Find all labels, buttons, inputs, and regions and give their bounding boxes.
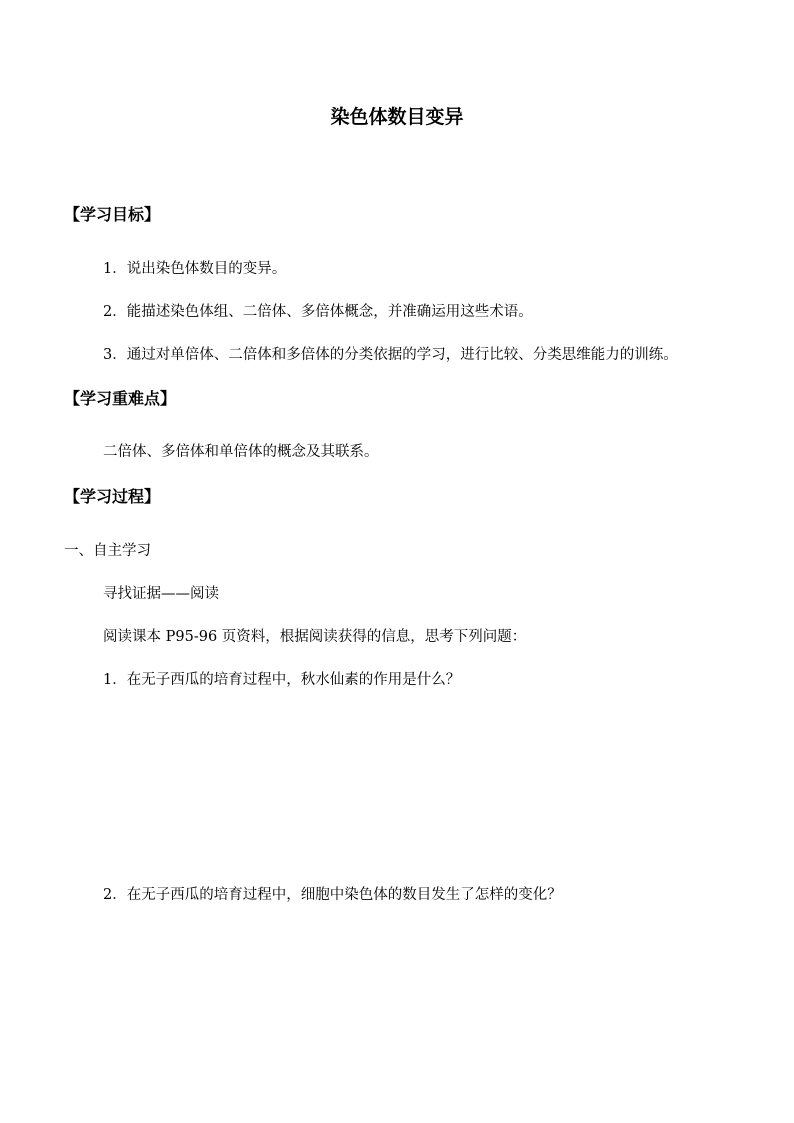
reading-instruction: 阅读课本 P95-96 页资料，根据阅读获得的信息，思考下列问题： bbox=[103, 629, 527, 645]
section-title: 一、自主学习 bbox=[64, 543, 151, 559]
question-2: 2．在无子西瓜的培育过程中，细胞中染色体的数目发生了怎样的变化？ bbox=[103, 887, 562, 903]
objective-item-3: 3．通过对单倍体、二倍体和多倍体的分类依据的学习，进行比较、分类思维能力的训练。 bbox=[103, 347, 678, 363]
objective-item-2: 2．能描述染色体组、二倍体、多倍体概念，并准确运用这些术语。 bbox=[103, 304, 533, 320]
objective-item-1: 1．说出染色体数目的变异。 bbox=[103, 261, 287, 277]
section-subtitle: 寻找证据——阅读 bbox=[103, 586, 219, 602]
objectives-heading: 【学习目标】 bbox=[64, 205, 161, 224]
process-heading: 【学习过程】 bbox=[64, 487, 161, 506]
question-1: 1．在无子西瓜的培育过程中，秋水仙素的作用是什么？ bbox=[103, 672, 461, 688]
document-title: 染色体数目变异 bbox=[330, 106, 464, 128]
key-points-text: 二倍体、多倍体和单倍体的概念及其联系。 bbox=[103, 444, 379, 460]
key-points-heading: 【学习重难点】 bbox=[64, 389, 177, 408]
